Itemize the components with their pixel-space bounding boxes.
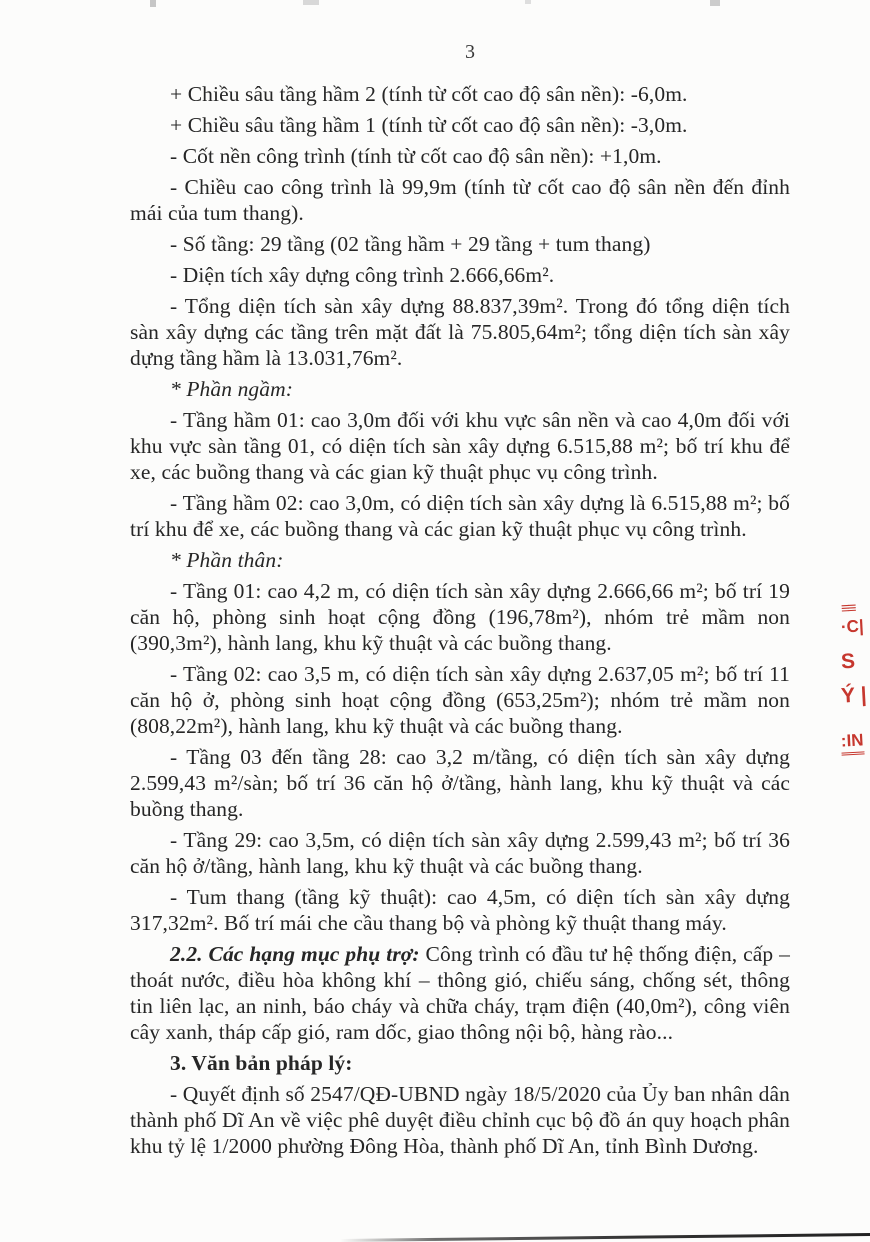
scan-speck bbox=[303, 0, 319, 5]
text-column bbox=[130, 81, 790, 1159]
paragraph-basement-depth-1: + Chiều sâu tầng hầm 1 (tính từ cốt cao độ sân nền): -3,0m. bbox=[170, 113, 688, 137]
red-stamp-fragment: ≡≡ bbox=[840, 599, 855, 618]
auxiliary-items-body: Công trình có đầu tư hệ thống điện, cấp – thoát nước, điều hòa không khí – thông gió, chiếu sáng, chống sét, thông tin liên lạc, an ninh, báo cháy và chữa cháy, trạm điện (40,0m²), công viên cây xanh, tháp cấp gió, ram dốc, giao thông nội bộ, hàng rào... bbox=[130, 942, 790, 1044]
paragraph-floor-29: - Tầng 29: cao 3,5m, có diện tích sàn xây dựng 2.599,43 m²; bố trí 36 căn hộ ở/tầng, hành lang, khu kỹ thuật và các buồng thang. bbox=[130, 828, 790, 878]
heading-underground-section: * Phần ngầm: bbox=[170, 377, 294, 401]
paragraph-basement-01: - Tầng hầm 01: cao 3,0m đối với khu vực sân nền và cao 4,0m đối với khu vực sàn tầng 01, có diện tích sàn xây dựng 6.515,88 m²; bố trí khu để xe, các buồng thang và các gian kỹ thuật phục vụ công trình. bbox=[130, 408, 790, 484]
scan-speck bbox=[525, 0, 531, 4]
paragraph-stair-tum: - Tum thang (tầng kỹ thuật): cao 4,5m, có diện tích sàn xây dựng 317,32m². Bố trí mái che cầu thang bộ và phòng kỹ thuật thang máy. bbox=[130, 885, 790, 935]
paragraph-auxiliary-items bbox=[130, 941, 790, 1045]
paragraph-construction-area: - Diện tích xây dựng công trình 2.666,66m². bbox=[170, 263, 555, 287]
auxiliary-items-heading: 2.2. Các hạng mục phụ trợ: bbox=[170, 942, 420, 966]
scan-edge-line bbox=[340, 1233, 870, 1242]
heading-body-section: * Phần thân: bbox=[170, 548, 284, 572]
red-stamp-fragment: ·C| bbox=[840, 616, 865, 637]
paragraph-building-height: - Chiều cao công trình là 99,9m (tính từ cốt cao độ sân nền đến đỉnh mái của tum thang). bbox=[130, 175, 790, 225]
paragraph-floors-03-28: - Tầng 03 đến tầng 28: cao 3,2 m/tầng, có diện tích sàn xây dựng 2.599,43 m²/sàn; bố trí 36 căn hộ ở/tầng, hành lang, khu kỹ thuật và các buồng thang. bbox=[130, 745, 790, 821]
heading-legal-documents: 3. Văn bản pháp lý: bbox=[170, 1051, 353, 1075]
red-stamp-fragment: Ý | bbox=[840, 683, 868, 708]
scan-speck bbox=[710, 0, 720, 6]
paragraph-basement-02: - Tầng hầm 02: cao 3,0m, có diện tích sàn xây dựng là 6.515,88 m²; bố trí khu để xe, các buồng thang và các gian kỹ thuật phục vụ công trình. bbox=[130, 491, 790, 541]
paragraph-decision-2547: - Quyết định số 2547/QĐ-UBND ngày 18/5/2020 của Ủy ban nhân dân thành phố Dĩ An về việc phê duyệt điều chỉnh cục bộ đồ án quy hoạch phân khu tỷ lệ 1/2000 phường Đông Hòa, thành phố Dĩ An, tỉnh Bình Dương. bbox=[130, 1082, 790, 1158]
page-number: 3 bbox=[465, 41, 475, 63]
paragraph-floor-02: - Tầng 02: cao 3,5 m, có diện tích sàn xây dựng 2.637,05 m²; bố trí 11 căn hộ ở, phòng sinh hoạt cộng đồng (653,25m²); nhóm trẻ mầm non (808,22m²), hành lang, khu kỹ thuật và các buồng thang. bbox=[130, 662, 790, 738]
paragraph-basement-depth-2: + Chiều sâu tầng hầm 2 (tính từ cốt cao độ sân nền): -6,0m. bbox=[170, 82, 688, 106]
scan-speck bbox=[150, 0, 156, 7]
paragraph-floor-count: - Số tầng: 29 tầng (02 tầng hầm + 29 tầng + tum thang) bbox=[170, 232, 651, 256]
red-stamp-fragment: S bbox=[840, 649, 856, 674]
paragraph-ground-elevation: - Cốt nền công trình (tính từ cốt cao độ sân nền): +1,0m. bbox=[170, 144, 662, 168]
red-stamp-fragment: :IN bbox=[840, 730, 864, 755]
paragraph-floor-01: - Tầng 01: cao 4,2 m, có diện tích sàn xây dựng 2.666,66 m²; bố trí 19 căn hộ, phòng sinh hoạt cộng đồng (196,78m²), nhóm trẻ mầm non (390,3m²), hành lang, khu kỹ thuật và các buồng thang. bbox=[130, 579, 790, 655]
paragraph-total-floor-area: - Tổng diện tích sàn xây dựng 88.837,39m². Trong đó tổng diện tích sàn xây dựng các tầng trên mặt đất là 75.805,64m²; tổng diện tích sàn xây dựng tầng hầm là 13.031,76m². bbox=[130, 294, 790, 370]
